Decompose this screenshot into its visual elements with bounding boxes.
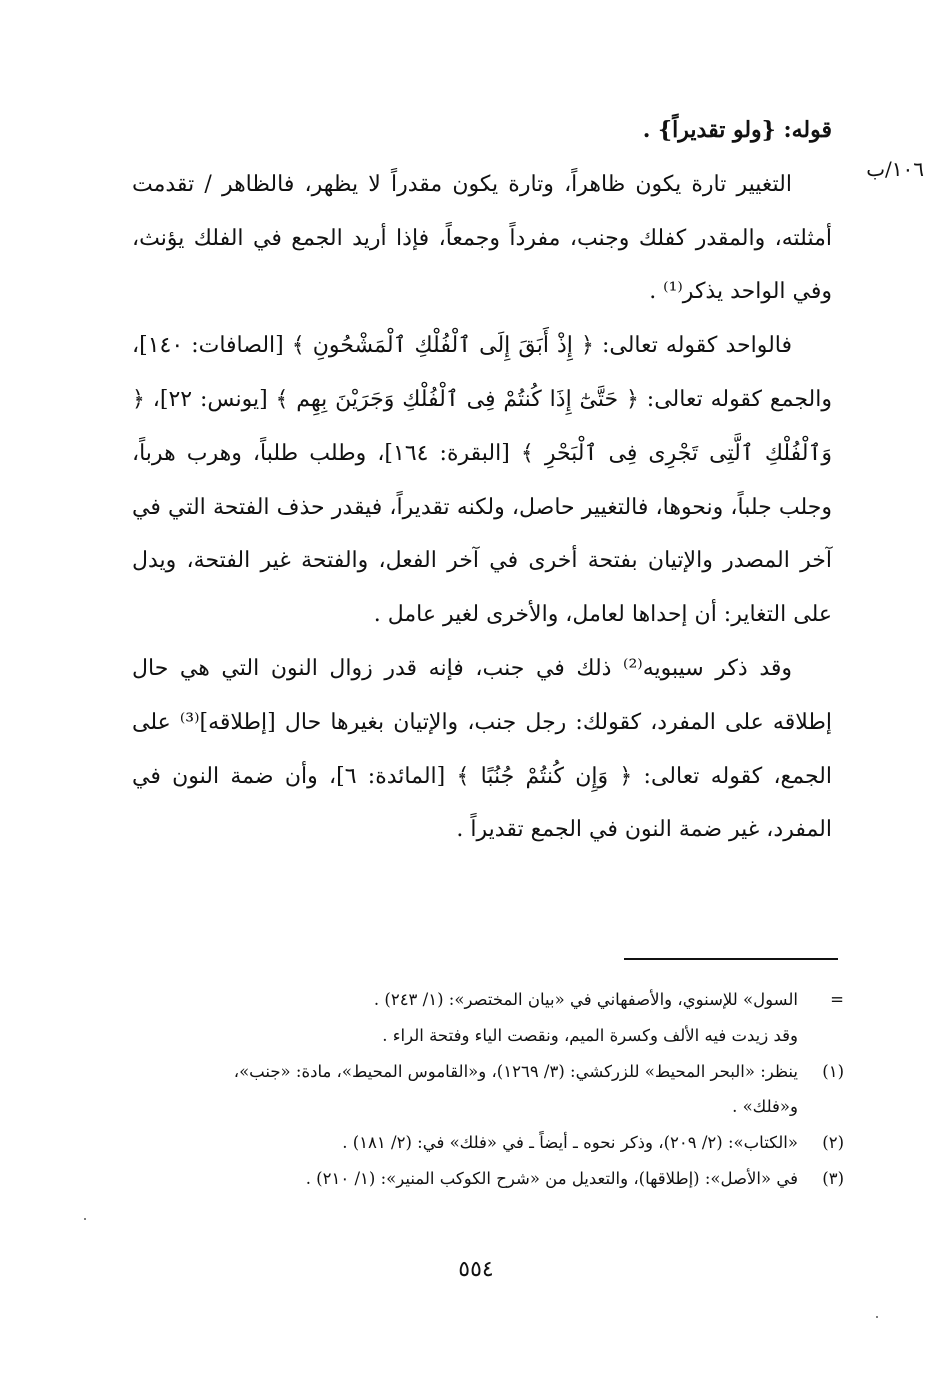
footnote-1 <box>180 1054 844 1126</box>
footnote-text: «الكتاب»: (٢/ ٢٠٩)، وذكر نحوه ـ أيضاً ـ في «فلك» في: (٢/ ١٨١) . <box>342 1133 798 1153</box>
paragraph-1: التغيير تارة يكون ظاهراً، وتارة يكون مقدراً لا يظهر، فالظاهر / تقدمت أمثلته، والمقدر كفلك وجنب، مفرداً وجمعاً، فإذا أريد الجمع في الفلك يؤنث، وفي الواحد يذكر⁽¹⁾ . <box>132 171 832 305</box>
footnote-mark: (٢) <box>822 1133 844 1153</box>
heading: قوله: {ولو تقديراً} . <box>642 117 832 143</box>
footnote-continuation-2 <box>180 1018 844 1054</box>
footnote-2 <box>180 1125 844 1161</box>
scan-speck <box>876 1316 878 1318</box>
page-number: ٥٥٤ <box>458 1257 494 1282</box>
scan-speck <box>84 1218 86 1220</box>
main-text <box>132 104 832 857</box>
footnote-mark <box>798 1018 844 1054</box>
footnote-mark: (١) <box>822 1061 844 1081</box>
footnotes <box>180 982 844 1197</box>
footnote-text: ينظر: «البحر المحيط» للزركشي: (٣/ ١٢٦٩)، و«القاموس المحيط»، مادة: «جنب»، و«فلك» . <box>233 1061 798 1117</box>
footnote-mark: = <box>830 990 844 1009</box>
footnote-3 <box>180 1161 844 1197</box>
footnote-mark: (٣) <box>822 1168 844 1188</box>
manuscript-folio-note: ١٠٦/ب <box>866 157 924 181</box>
paragraph-2: فالواحد كقوله تعالى: ﴿ إِذْ أَبَقَ إِلَى ٱلْفُلْكِ ٱلْمَشْحُونِ ﴾ [الصافات: ١٤٠]، والجمع كقوله تعالى: ﴿ حَتَّىٰٓ إِذَا كُنتُمْ فِى ٱلْفُلْكِ وَجَرَيْنَ بِهِم ﴾ [يونس: ٢٢]، ﴿ وَٱلْفُلْكِ ٱلَّتِى تَجْرِى فِى ٱلْبَحْرِ ﴾ [البقرة: ١٦٤]، وطلب طلباً، وهرب هرباً، وجلب جلباً، ونحوها، فالتغيير حاصل، ولكنه تقديراً، فيقدر حذف الفتحة التي في آخر المصدر والإتيان بفتحة أخرى في آخر الفعل، والفتحة غير الفتحة، ويدل على التغاير: أن إحداها لعامل، والأخرى لغير عامل . <box>132 333 832 628</box>
footnote-text: وقد زيدت فيه الألف وكسرة الميم، ونقصت الياء وفتحة الراء . <box>382 1025 798 1045</box>
footnote-separator <box>624 958 838 960</box>
footnote-continuation <box>180 982 844 1018</box>
footnote-text: السول» للإسنوي، والأصفهاني في «بيان المختصر»: (١/ ٢٤٣) . <box>373 990 798 1009</box>
paragraph-3: وقد ذكر سيبويه⁽²⁾ ذلك في جنب، فإنه قدر زوال النون التي هي حال إطلاقه على المفرد، كقولك: رجل جنب، والإتيان بغيرها حال [إطلاقه]⁽³⁾ على الجمع، كقوله تعالى: ﴿ وَإِن كُنتُمْ جُنُبًا ﴾ [المائدة: ٦]، وأن ضمة النون في المفرد، غير ضمة النون في الجمع تقديراً . <box>132 655 832 843</box>
footnote-text: في «الأصل»: (إطلاقها)، والتعديل من «شرح الكوكب المنير»: (١/ ٢١٠) . <box>305 1168 798 1188</box>
